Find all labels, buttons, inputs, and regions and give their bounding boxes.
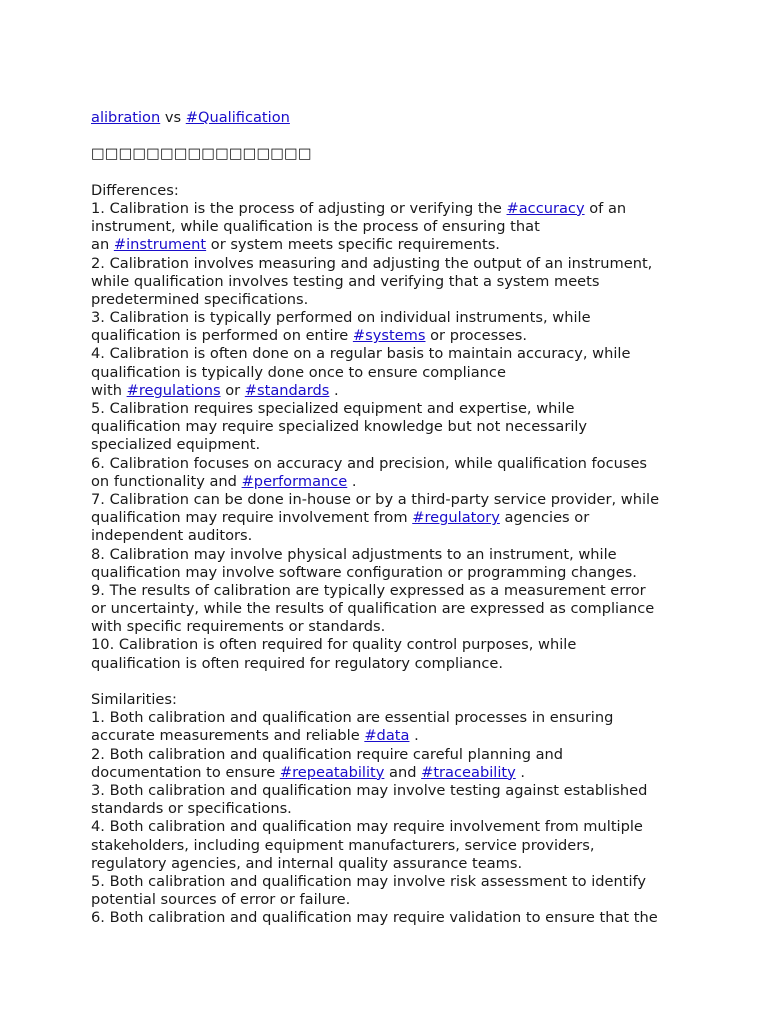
sim-line: 2. Both calibration and qualification require careful planning and [91,745,564,763]
header-vs: vs [160,109,186,126]
sim-line: standards or specifications. [91,800,292,818]
diff-line: while qualification involves testing and verifying that a system meets [91,272,600,290]
text-run: or [220,381,245,399]
text-run: qualification may require involvement from [91,509,413,527]
text-run: an [91,236,114,254]
diff-line: 7. Calibration can be done in-house or by a third-party service provider, while [91,490,660,508]
text-run: or processes. [425,327,527,345]
hashtag-regulatory[interactable]: #regulatory [412,509,500,527]
text-run: . [515,763,526,781]
spacer [91,164,691,182]
hashtag-repeatability[interactable]: #repeatability [279,763,385,781]
sim-line: 6. Both calibration and qualification may require validation to ensure that the [91,909,658,927]
text-run: or system meets specific requirements. [206,236,500,254]
text-run: agencies or [499,509,590,527]
hashtag-instrument[interactable]: #instrument [113,236,207,254]
diff-line: 4. Calibration is often done on a regular basis to maintain accuracy, while [91,345,631,363]
similarities-heading: Similarities: [91,691,177,708]
diff-line: predetermined specifications. [91,290,309,308]
diff-line: qualification is often required for regulatory compliance. [91,654,503,672]
spacer [91,127,691,145]
header-line [91,109,691,127]
hashtag-qualification[interactable]: #Qualification [185,109,290,126]
text-run: accurate measurements and reliable [91,727,365,745]
spacer [91,673,691,691]
diff-line: 10. Calibration is often required for quality control purposes, while [91,636,577,654]
sim-line: stakeholders, including equipment manufacturers, service providers, [91,836,595,854]
sim-line [91,764,691,782]
link-calibration[interactable]: alibration [91,109,161,126]
hashtag-accuracy[interactable]: #accuracy [506,199,585,217]
sim-line: 5. Both calibration and qualification may involve risk assessment to identify [91,872,647,890]
unrendered-glyph-line: □□□□□□□□□□□□□□□□ [91,145,312,163]
text-run: 1. Calibration is the process of adjusting or verifying the [91,199,507,217]
diff-line: independent auditors. [91,527,253,545]
diff-line [91,236,691,254]
hashtag-traceability[interactable]: #traceability [421,763,516,781]
differences-heading: Differences: [91,181,179,199]
diff-line [91,382,691,400]
sim-line [91,727,691,745]
text-run: . [329,381,339,399]
diff-line: 3. Calibration is typically performed on individual instruments, while [91,309,591,327]
diff-line: specialized equipment. [91,436,261,454]
hashtag-data[interactable]: #data [364,727,410,745]
diff-line: 6. Calibration focuses on accuracy and precision, while qualification focuses [91,454,648,472]
diff-line [91,509,691,527]
text-run: on functionality and [91,472,242,490]
diff-line [91,473,691,491]
diff-line: qualification is typically done once to ensure compliance [91,363,506,381]
text-run: documentation to ensure [91,763,280,781]
diff-line: with specific requirements or standards. [91,618,386,636]
sim-line: 4. Both calibration and qualification may require involvement from multiple [91,818,643,836]
text-run: of an [584,199,627,217]
diff-line: 5. Calibration requires specialized equipment and expertise, while [91,400,575,417]
sim-line: regulatory agencies, and internal quality assurance teams. [91,854,523,872]
text-run: with [91,381,127,399]
diff-line: qualification may involve software configuration or programming changes. [91,563,637,581]
text-run: and [384,763,422,781]
diff-line: instrument, while qualification is the process of ensuring that [91,218,540,236]
hashtag-performance[interactable]: #performance [241,472,348,490]
diff-line [91,200,691,218]
diff-line: 2. Calibration involves measuring and adjusting the output of an instrument, [91,254,653,272]
hashtag-standards[interactable]: #standards [244,381,330,399]
diff-line: or uncertainty, while the results of qualification are expressed as compliance [91,600,655,618]
diff-line: 9. The results of calibration are typically expressed as a measurement error [91,581,646,599]
sim-line: potential sources of error or failure. [91,891,351,909]
diff-line: qualification may require specialized knowledge but not necessarily [91,418,588,436]
sim-line: 1. Both calibration and qualification are essential processes in ensuring [91,709,614,727]
sim-line: 3. Both calibration and qualification may involve testing against established [91,781,648,799]
text-run: . [347,472,357,490]
diff-line [91,327,691,345]
text-run: qualification is performed on entire [91,327,353,345]
diff-line: 8. Calibration may involve physical adjustments to an instrument, while [91,545,617,563]
hashtag-regulations[interactable]: #regulations [126,381,221,399]
hashtag-systems[interactable]: #systems [352,327,426,345]
text-run: . [409,727,419,745]
document-body [91,109,691,1024]
